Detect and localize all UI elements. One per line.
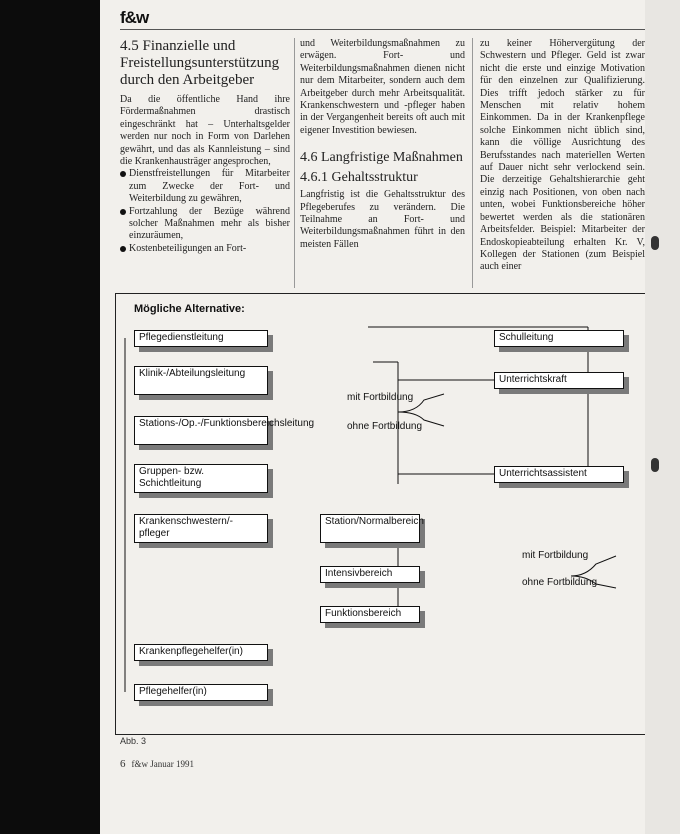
list-item: Fortzahlung der Bezüge während solcher Maßnahmen mehr als bisher einzuräumen, — [120, 206, 290, 243]
label-ohne-fortbildung-2: ohne Fortbildung — [522, 577, 598, 588]
column-1 — [120, 38, 290, 255]
column-divider — [294, 38, 295, 288]
box-unterrichtsassistent: Unterrichtsassistent — [494, 466, 624, 483]
box-krankenpflegehelfer: Krankenpflegehelfer(in) — [134, 644, 268, 661]
label-mit-fortbildung: mit Fortbildung — [347, 392, 414, 403]
section-heading-4-6-1: 4.6.1 Gehaltsstruktur — [300, 170, 418, 186]
page-edge-mark — [651, 236, 659, 250]
paragraph: zu keiner Höhervergütung der Schwestern und Pfleger. Geld ist zwar nicht die erste und einzige Motivation für den einzelnen zur Qualifizierung. Dies trifft jedoch stärker zu für Menschen mit relativ hohem Einkommen. Da in der Krankenpflege solche Einkommen nicht üblich sind, kann die völlige Ausrichtung des Berufsstandes nach materiellen Werten auf Dauer nicht sehr verlockend sein. Die derzeitige Gehaltshierarchie geht einzig nach Positionen, von oben nach unten, wobei Funktionsbereiche höher bewertet werden als die stationären Arbeitsfelder. Beispiel: Mitarbeiter der Endoskopieabteilung erhalten Kr. V, Kollegen der Stationen (zum Beispiel auch einer — [480, 38, 645, 273]
column-3 — [480, 38, 645, 274]
paragraph: und Weiterbildungsmaßnahmen zu erwägen. Fort- und Weiterbildungsmaßnahmen dienen nicht nur dem Mitarbeiter, sondern auch dem Arbeitgeber durch mehr Arbeitsqualität. Krankenschwestern und -pfleger haben in der Vergangenheit bereits oft auch mit eigener Investition bewiesen. — [300, 38, 465, 136]
figure-caption: Abb. 3 — [120, 736, 147, 746]
diagram-title: Mögliche Alternative: — [134, 303, 245, 315]
label-ohne-fortbildung: ohne Fortbildung — [347, 421, 423, 432]
page-number: 6 — [120, 758, 126, 770]
box-krankenschwestern-pfleger: Krankenschwestern/-pfleger — [134, 514, 268, 543]
header-rule — [120, 29, 645, 30]
column-2 — [300, 38, 465, 251]
box-klinik-abteilungsleitung: Klinik-/Abteilungsleitung — [134, 366, 268, 395]
box-pflegedienstleitung: Pflegedienstleitung — [134, 330, 268, 347]
hierarchy-diagram — [115, 293, 645, 735]
box-gruppen-schichtleitung: Gruppen- bzw. Schichtleitung — [134, 464, 268, 493]
box-stations-funktionsbereichsleitung: Stations-/Op.-/Funktionsbereichsleitung — [134, 416, 268, 445]
box-unterrichtskraft: Unterrichtskraft — [494, 372, 624, 389]
box-pflegehelfer: Pflegehelfer(in) — [134, 684, 268, 701]
section-heading-4-6: 4.6 Langfristige Maßnahmen — [300, 150, 463, 166]
page-edge-mark — [651, 458, 659, 472]
paragraph: Langfristig ist die Gehaltsstruktur des Pflegeberufes zu verändern. Die Teilnahme an Fort- und Weiterbildungsmaßnahmen führt in den meisten Fällen — [300, 189, 465, 250]
list-item: Kostenbeteiligungen an Fort- — [120, 243, 290, 255]
paragraph: Da die öffentliche Hand ihre Fördermaßnahmen drastisch eingeschränkt hat – Unterhaltsgelder werden nur noch in Form von Darlehen gewährt, und das als Kannleistung – sind die Krankenhausträger angesprochen, — [120, 94, 290, 168]
next-page-edge — [645, 0, 680, 834]
column-divider — [472, 38, 473, 288]
box-station-normalbereich: Station/Normalbereich — [320, 514, 420, 543]
document-page — [100, 0, 645, 834]
journal-issue: f&w Januar 1991 — [131, 759, 194, 769]
box-schulleitung: Schulleitung — [494, 330, 624, 347]
box-intensivbereich: Intensivbereich — [320, 566, 420, 583]
page-footer — [120, 758, 194, 770]
label-mit-fortbildung-2: mit Fortbildung — [522, 550, 589, 561]
list-item: Dienstfreistellungen für Mitarbeiter zum Zwecke der Fort- und Weiterbildung zu gewähren, — [120, 168, 290, 205]
section-heading-4-5: 4.5 Finanzielle und Freistellungsunterstützung durch den Arbeitgeber — [120, 38, 280, 88]
box-funktionsbereich: Funktionsbereich — [320, 606, 420, 623]
bullet-list — [120, 168, 290, 255]
journal-logo: f&w — [120, 8, 149, 27]
